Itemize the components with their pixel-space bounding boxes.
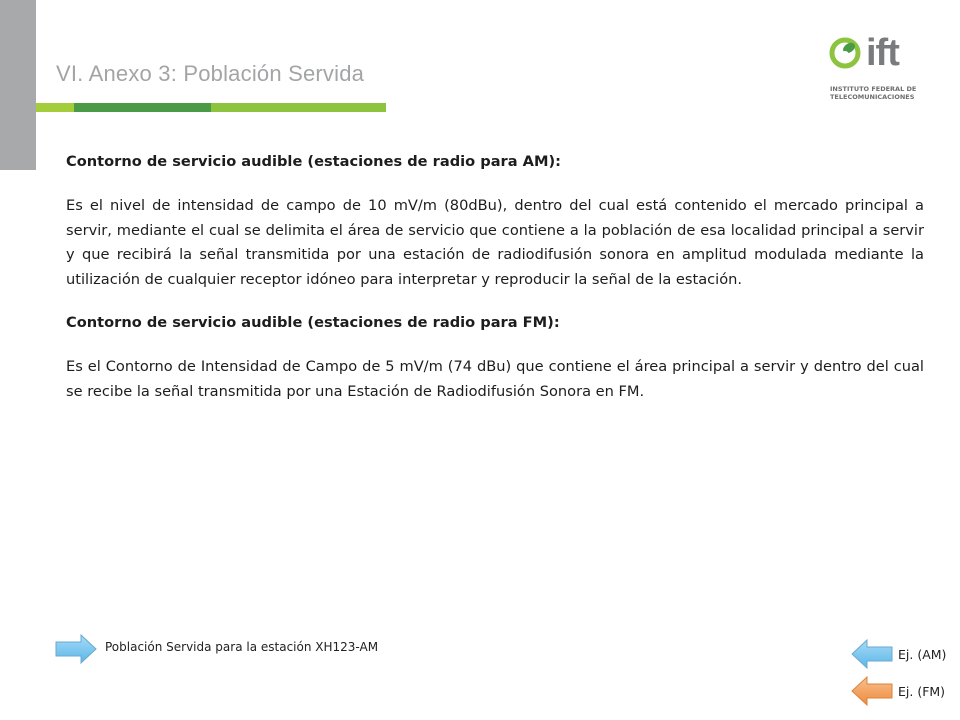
ift-logo-mark-icon [829, 34, 865, 78]
stripe-mid-green [211, 103, 386, 112]
poblacion-servida-link[interactable] [54, 633, 378, 665]
am-body: Es el nivel de intensidad de campo de 10 mV/m (80dBu), dentro del cual está contenido el mercado principal a servir, mediante el cual se delimita el área de servicio que contiene a la población de esa localidad principal a servir y que recibirá la señal transmitida por una estación de radiodifusión sonora en amplitud modulada mediante la utilización de cualquier receptor idóneo para interpretar y reproducir la señal de la estación. [66, 197, 924, 288]
ift-logo [829, 34, 925, 104]
stripe-light-green [36, 103, 74, 112]
ift-logo-subtitle-line1: INSTITUTO FEDERAL DE [830, 85, 917, 93]
slide-content [66, 150, 924, 423]
arrow-left-orange-icon [850, 675, 894, 707]
ej-am-button[interactable] [850, 638, 946, 670]
title-underline-stripe [36, 103, 386, 112]
arrow-left-icon [850, 638, 894, 670]
ift-logo-wordmark: ift [866, 32, 899, 74]
ift-logo-subtitle [830, 85, 916, 101]
fm-heading: Contorno de servicio audible (estaciones de radio para FM): [66, 314, 560, 332]
side-accent-bar [0, 0, 36, 170]
ej-fm-button[interactable] [850, 675, 945, 707]
am-heading: Contorno de servicio audible (estaciones de radio para AM): [66, 153, 561, 170]
ift-logo-subtitle-line2: TELECOMUNICACIONES [830, 93, 915, 101]
slide-title: VI. Anexo 3: Población Servida [56, 61, 365, 86]
fm-body: Es el Contorno de Intensidad de Campo de 5 mV/m (74 dBu) que contiene el área principal a servir y dentro del cual se recibe la señal transmitida por una Estación de Radiodifusión Sonora en FM. [66, 358, 924, 400]
ej-fm-label: Ej. (FM) [898, 683, 946, 699]
arrow-right-icon [54, 633, 98, 665]
poblacion-servida-label: Población Servida para la estación XH123-AM [105, 639, 379, 654]
ej-am-label: Ej. (AM) [898, 646, 947, 662]
stripe-dark-green [74, 103, 211, 112]
